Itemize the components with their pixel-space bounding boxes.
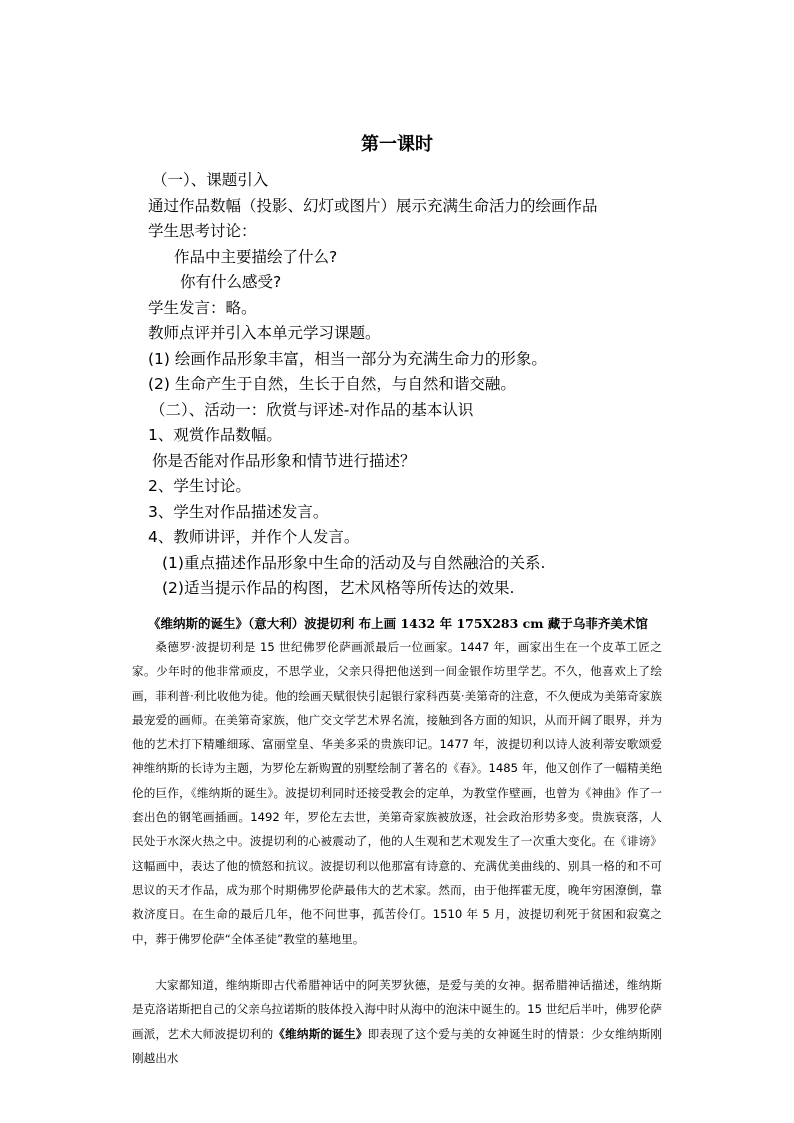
outline-line: 你有什么感受?: [180, 273, 282, 291]
page-title: 第一课时: [361, 134, 433, 155]
outline-line: 学生思考讨论：: [148, 222, 257, 240]
outline-line: （一）、课题引入: [152, 171, 269, 189]
outline-line: 学生发言：略。: [148, 299, 257, 317]
outline-line: 教师点评并引入本单元学习课题。: [148, 324, 381, 342]
outline-line: 1、观赏作品数幅。: [148, 426, 282, 444]
paragraph-venus-text-a: 大家都知道，维纳斯即古代希腊神话中的阿芙罗狄德，是爱与美的女神。据希腊神话描述，维纳斯是克洛诺斯把自己的父亲乌拉诺斯的肢体投入海中时从海中的泡沫中诞生的。15 世纪后半叶，佛罗伦萨画派，艺术大师波提切利的: [132, 978, 662, 1041]
outline-line: 你是否能对作品形象和情节进行描述？: [152, 452, 416, 470]
outline-line: 3、学生对作品描述发言。: [148, 503, 329, 521]
outline-line: (2)适当提示作品的构图，艺术风格等所传达的效果.: [162, 579, 515, 597]
outline-line: 作品中主要描绘了什么?: [174, 248, 338, 266]
outline-line: 通过作品数幅（投影、幻灯或图片）展示充满生命活力的绘画作品: [148, 197, 598, 215]
outline-line: 4、教师讲评，并作个人发言。: [148, 528, 360, 546]
paragraph-biography: 桑德罗·波提切利是 15 世纪佛罗伦萨画派最后一位画家。1447 年，画家出生在一个皮革工匠之家。少年时的他非常顽皮，不思学业，父亲只得把他送到一间金银作坊里学艺。不久，他喜欢上了绘画，菲利普·利比收他为徒。他的绘画天赋很快引起银行家科西莫·美第奇的注意，不久便成为美第奇家族最宠爱的画师。在美第奇家族，他广交文学艺术界名流，接触到各方面的知识，从而开阔了眼界，并为他的艺术打下精雕细琢、富丽堂皇、华美多采的贵族印记。1477 年，波提切利以诗人波利蒂安歌颂爱神维纳斯的长诗为主题，为罗伦左新购置的别墅绘制了著名的《春》。1485 年，他又创作了一幅精美绝伦的巨作，《维纳斯的诞生》。波提切利同时还接受教会的定单，为教堂作壁画，也曾为《神曲》作了一套出色的钢笔画插画。1492 年，罗伦左去世，美第奇家族被放逐，社会政治形势多变。贵族衰落，人民处于水深火热之中。波提切利的心被震动了，他的人生观和艺术观发生了一次重大变化。在《诽谤》这幅画中，表达了他的愤怒和抗议。波提切利以他那富有诗意的、充满优美曲线的、别具一格的和不可思议的天才作品，成为那个时期佛罗伦萨最伟大的艺术家。然而，由于他挥霍无度，晚年穷困潦倒，靠救济度日。在生命的最后几年，他不问世事，孤苦伶仃。1510 年 5 月，波提切利死于贫困和寂寞之中，葬于佛罗伦萨“全体圣徒”教堂的墓地里。: [132, 640, 662, 946]
outline-line: (1)重点描述作品形象中生命的活动及与自然融洽的关系.: [162, 554, 546, 572]
paragraph-venus-text-b: 即表现了这个爱与美的女神诞生时的情景：少女维纳斯刚刚越出水: [132, 1026, 662, 1065]
outline-line: （二）、活动一：欣赏与评述-对作品的基本认识: [150, 401, 474, 419]
outline-line: (1) 绘画作品形象丰富，相当一部分为充满生命力的形象。: [148, 350, 547, 368]
paragraph-venus: [132, 973, 662, 1070]
outline-line: (2) 生命产生于自然，生长于自然，与自然和谐交融。: [148, 375, 516, 393]
paragraph-venus-title: 《维纳斯的诞生》: [273, 1026, 368, 1041]
outline-line: 2、学生讨论。: [148, 477, 251, 495]
artwork-caption: 《维纳斯的诞生》（意大利）波提切利 布上画 1432 年 175X283 cm 藏于乌菲齐美术馆: [148, 616, 648, 631]
